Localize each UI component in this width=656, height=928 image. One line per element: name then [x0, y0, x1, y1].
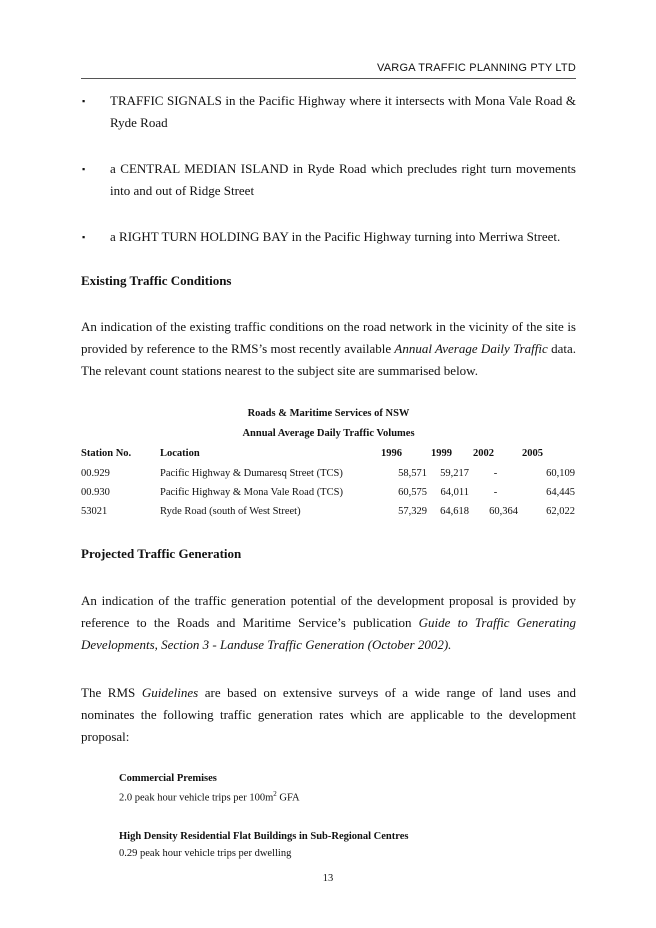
table-cell: 62,022 — [546, 506, 575, 517]
column-header: 2002 — [473, 447, 494, 459]
table-cell: - — [493, 487, 498, 498]
bullet-marker: ▪ — [82, 96, 86, 106]
bullet-text: a CENTRAL MEDIAN ISLAND in Ryde Road which precludes right turn movements into and out of Ridge Street — [110, 161, 576, 198]
table-cell: Pacific Highway & Dumaresq Street (TCS) — [160, 468, 343, 479]
bullet-text: TRAFFIC SIGNALS in the Pacific Highway where it intersects with Mona Vale Road & Ryde Road — [110, 93, 576, 130]
existing-text-italic: Annual Average Daily Traffic — [394, 341, 548, 356]
bullet-item — [81, 158, 576, 202]
table-cell: 00.930 — [81, 487, 110, 498]
table-row — [79, 464, 577, 483]
table-cell: 59,217 — [440, 468, 469, 479]
projected-text-2b: are based on extensive surveys of a wide range of land uses and nominates the following traffic generation rates which are applicable to the development proposal: — [81, 685, 577, 744]
page-number: 13 — [322, 873, 334, 884]
table-cell: Pacific Highway & Mona Vale Road (TCS) — [160, 487, 343, 498]
traffic-volume-table — [79, 445, 577, 521]
bullet-item — [81, 90, 576, 134]
existing-text-2: data. The relevant count stations nearest to the subject site are summarised below. — [81, 341, 576, 378]
table-title: Roads & Maritime Services of NSW — [247, 408, 410, 419]
column-header: Location — [160, 447, 200, 459]
rate-text-main: 0.29 peak hour vehicle trips per dwelling — [119, 848, 292, 859]
existing-paragraph — [81, 316, 576, 382]
bullet-marker: ▪ — [82, 164, 86, 174]
table-cell: 64,618 — [440, 506, 469, 517]
rate-title: High Density Residential Flat Buildings in Sub-Regional Centres — [119, 831, 409, 842]
rate-title: Commercial Premises — [119, 773, 217, 784]
column-header: 1996 — [381, 447, 402, 459]
projected-paragraph-1 — [81, 590, 576, 656]
bullet-marker: ▪ — [82, 232, 86, 242]
table-cell: Ryde Road (south of West Street) — [160, 506, 301, 517]
column-header: Station No. — [81, 447, 132, 459]
projected-text-1: An indication of the traffic generation potential of the development proposal is provided by reference to the Roads and Maritime Service’s publication — [81, 593, 576, 630]
column-header: 2005 — [522, 447, 543, 459]
column-header: 1999 — [431, 447, 452, 459]
projected-paragraph-2 — [81, 682, 576, 748]
bullet-list — [81, 90, 576, 272]
rate-text-main: 2.0 peak hour vehicle trips per 100m — [119, 792, 274, 804]
section-heading-existing: Existing Traffic Conditions — [81, 273, 232, 288]
table-cell: 57,329 — [398, 506, 427, 517]
table-row — [79, 502, 577, 521]
bullet-text: a RIGHT TURN HOLDING BAY in the Pacific Highway turning into Merriwa Street. — [110, 229, 561, 244]
table-cell: 53021 — [81, 506, 108, 517]
guidelines-term: Guidelines — [141, 685, 199, 700]
company-name: VARGA TRAFFIC PLANNING PTY LTD — [377, 62, 576, 74]
table-cell: 00.929 — [81, 468, 110, 479]
table-header-row — [79, 445, 577, 464]
rate-commercial — [119, 773, 576, 804]
section-heading-projected: Projected Traffic Generation — [81, 546, 242, 561]
superscript: 2 — [273, 790, 277, 798]
table-subtitle: Annual Average Daily Traffic Volumes — [242, 428, 415, 439]
table-cell: 64,011 — [440, 487, 469, 498]
table-cell: 60,364 — [489, 506, 518, 517]
table-cell: 60,109 — [546, 468, 575, 479]
table-cell: 64,445 — [546, 487, 575, 498]
existing-text-1: An indication of the existing traffic conditions on the road network in the vicinity of the site is provided by reference to the RMS’s most recently available — [81, 319, 576, 356]
table-cell: 60,575 — [398, 487, 427, 498]
table-cell: 58,571 — [398, 468, 427, 479]
rate-text — [119, 848, 576, 859]
rate-residential — [119, 831, 576, 859]
rate-text-unit: GFA — [276, 792, 300, 804]
table-cell: - — [493, 468, 498, 479]
publication-title: Guide to Traffic Generating Developments, Section 3 - Landuse Traffic Generation (October 2002). — [81, 615, 576, 652]
bullet-item — [81, 226, 576, 248]
table-row — [79, 483, 577, 502]
projected-text-2a: The RMS — [81, 685, 142, 700]
rate-text — [119, 790, 576, 804]
page-header — [81, 62, 576, 79]
